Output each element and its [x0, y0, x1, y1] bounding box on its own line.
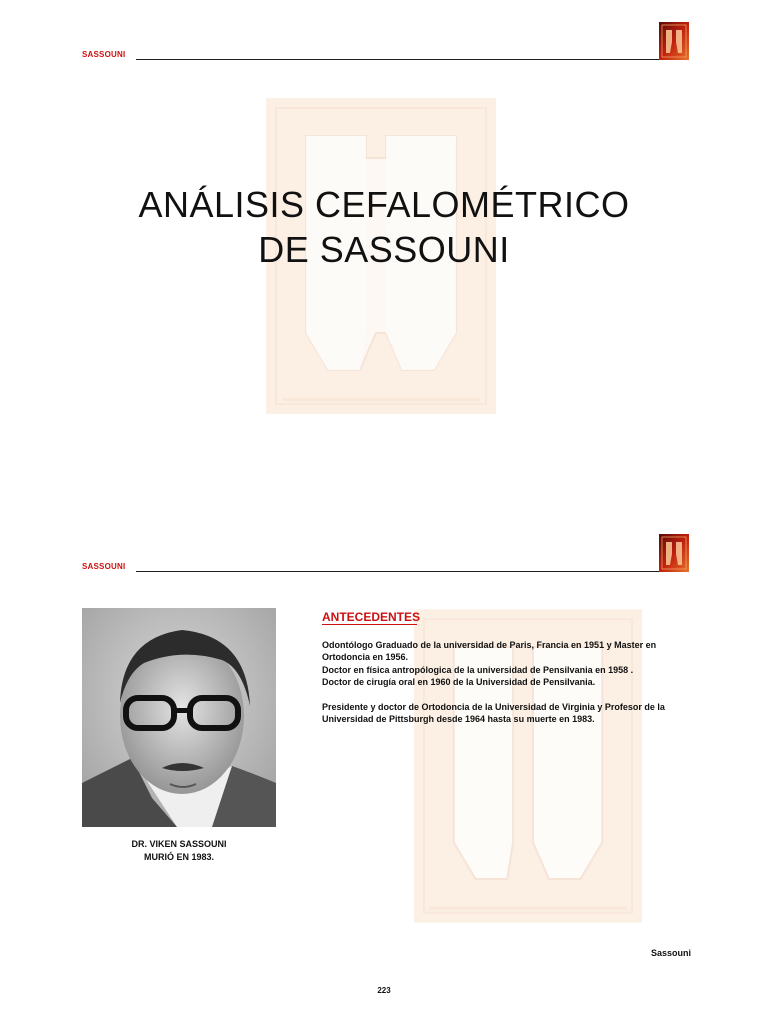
title-line-1: ANÁLISIS CEFALOMÉTRICO [138, 184, 630, 225]
paragraph-line: Ortodoncia en 1956. [322, 652, 409, 663]
antecedentes-slide [0, 512, 768, 1024]
section-title: ANTECEDENTES [322, 610, 421, 624]
header-label: SASSOUNI [82, 50, 126, 59]
biography-paragraph-2 [322, 701, 694, 726]
paragraph-line: Odontólogo Graduado de la universidad de Paris, Francia en 1951 y Master en [322, 640, 657, 650]
page-number: 223 [377, 986, 391, 995]
caption-line-2: MURIÓ EN 1983. [143, 852, 215, 862]
paragraph-line: Presidente y doctor de Ortodoncia de la Universidad de Virginia y Profesor de la [322, 702, 665, 712]
paragraph-line: Doctor de cirugía oral en 1960 de la Universidad de Pensilvania. [322, 676, 596, 687]
header-label: SASSOUNI [82, 562, 126, 571]
page-title [0, 182, 768, 272]
caption-line-1: DR. VIKEN SASSOUNI [131, 839, 227, 849]
title-line-2: DE SASSOUNI [258, 229, 510, 270]
portrait-photo [82, 608, 276, 827]
logo-icon [659, 534, 689, 572]
photo-caption [82, 838, 276, 864]
paragraph-line: Universidad de Pittsburgh desde 1964 hasta su muerte en 1983. [322, 714, 595, 725]
section-underline [322, 624, 417, 625]
footer-label: Sassouni [650, 948, 691, 958]
header-rule [136, 59, 659, 60]
header-rule [136, 571, 659, 572]
paragraph-line: Doctor en física antropólogica de la universidad de Pensilvania en 1958 . [322, 664, 634, 675]
logo-icon [659, 22, 689, 60]
biography-paragraph-1 [322, 639, 694, 688]
